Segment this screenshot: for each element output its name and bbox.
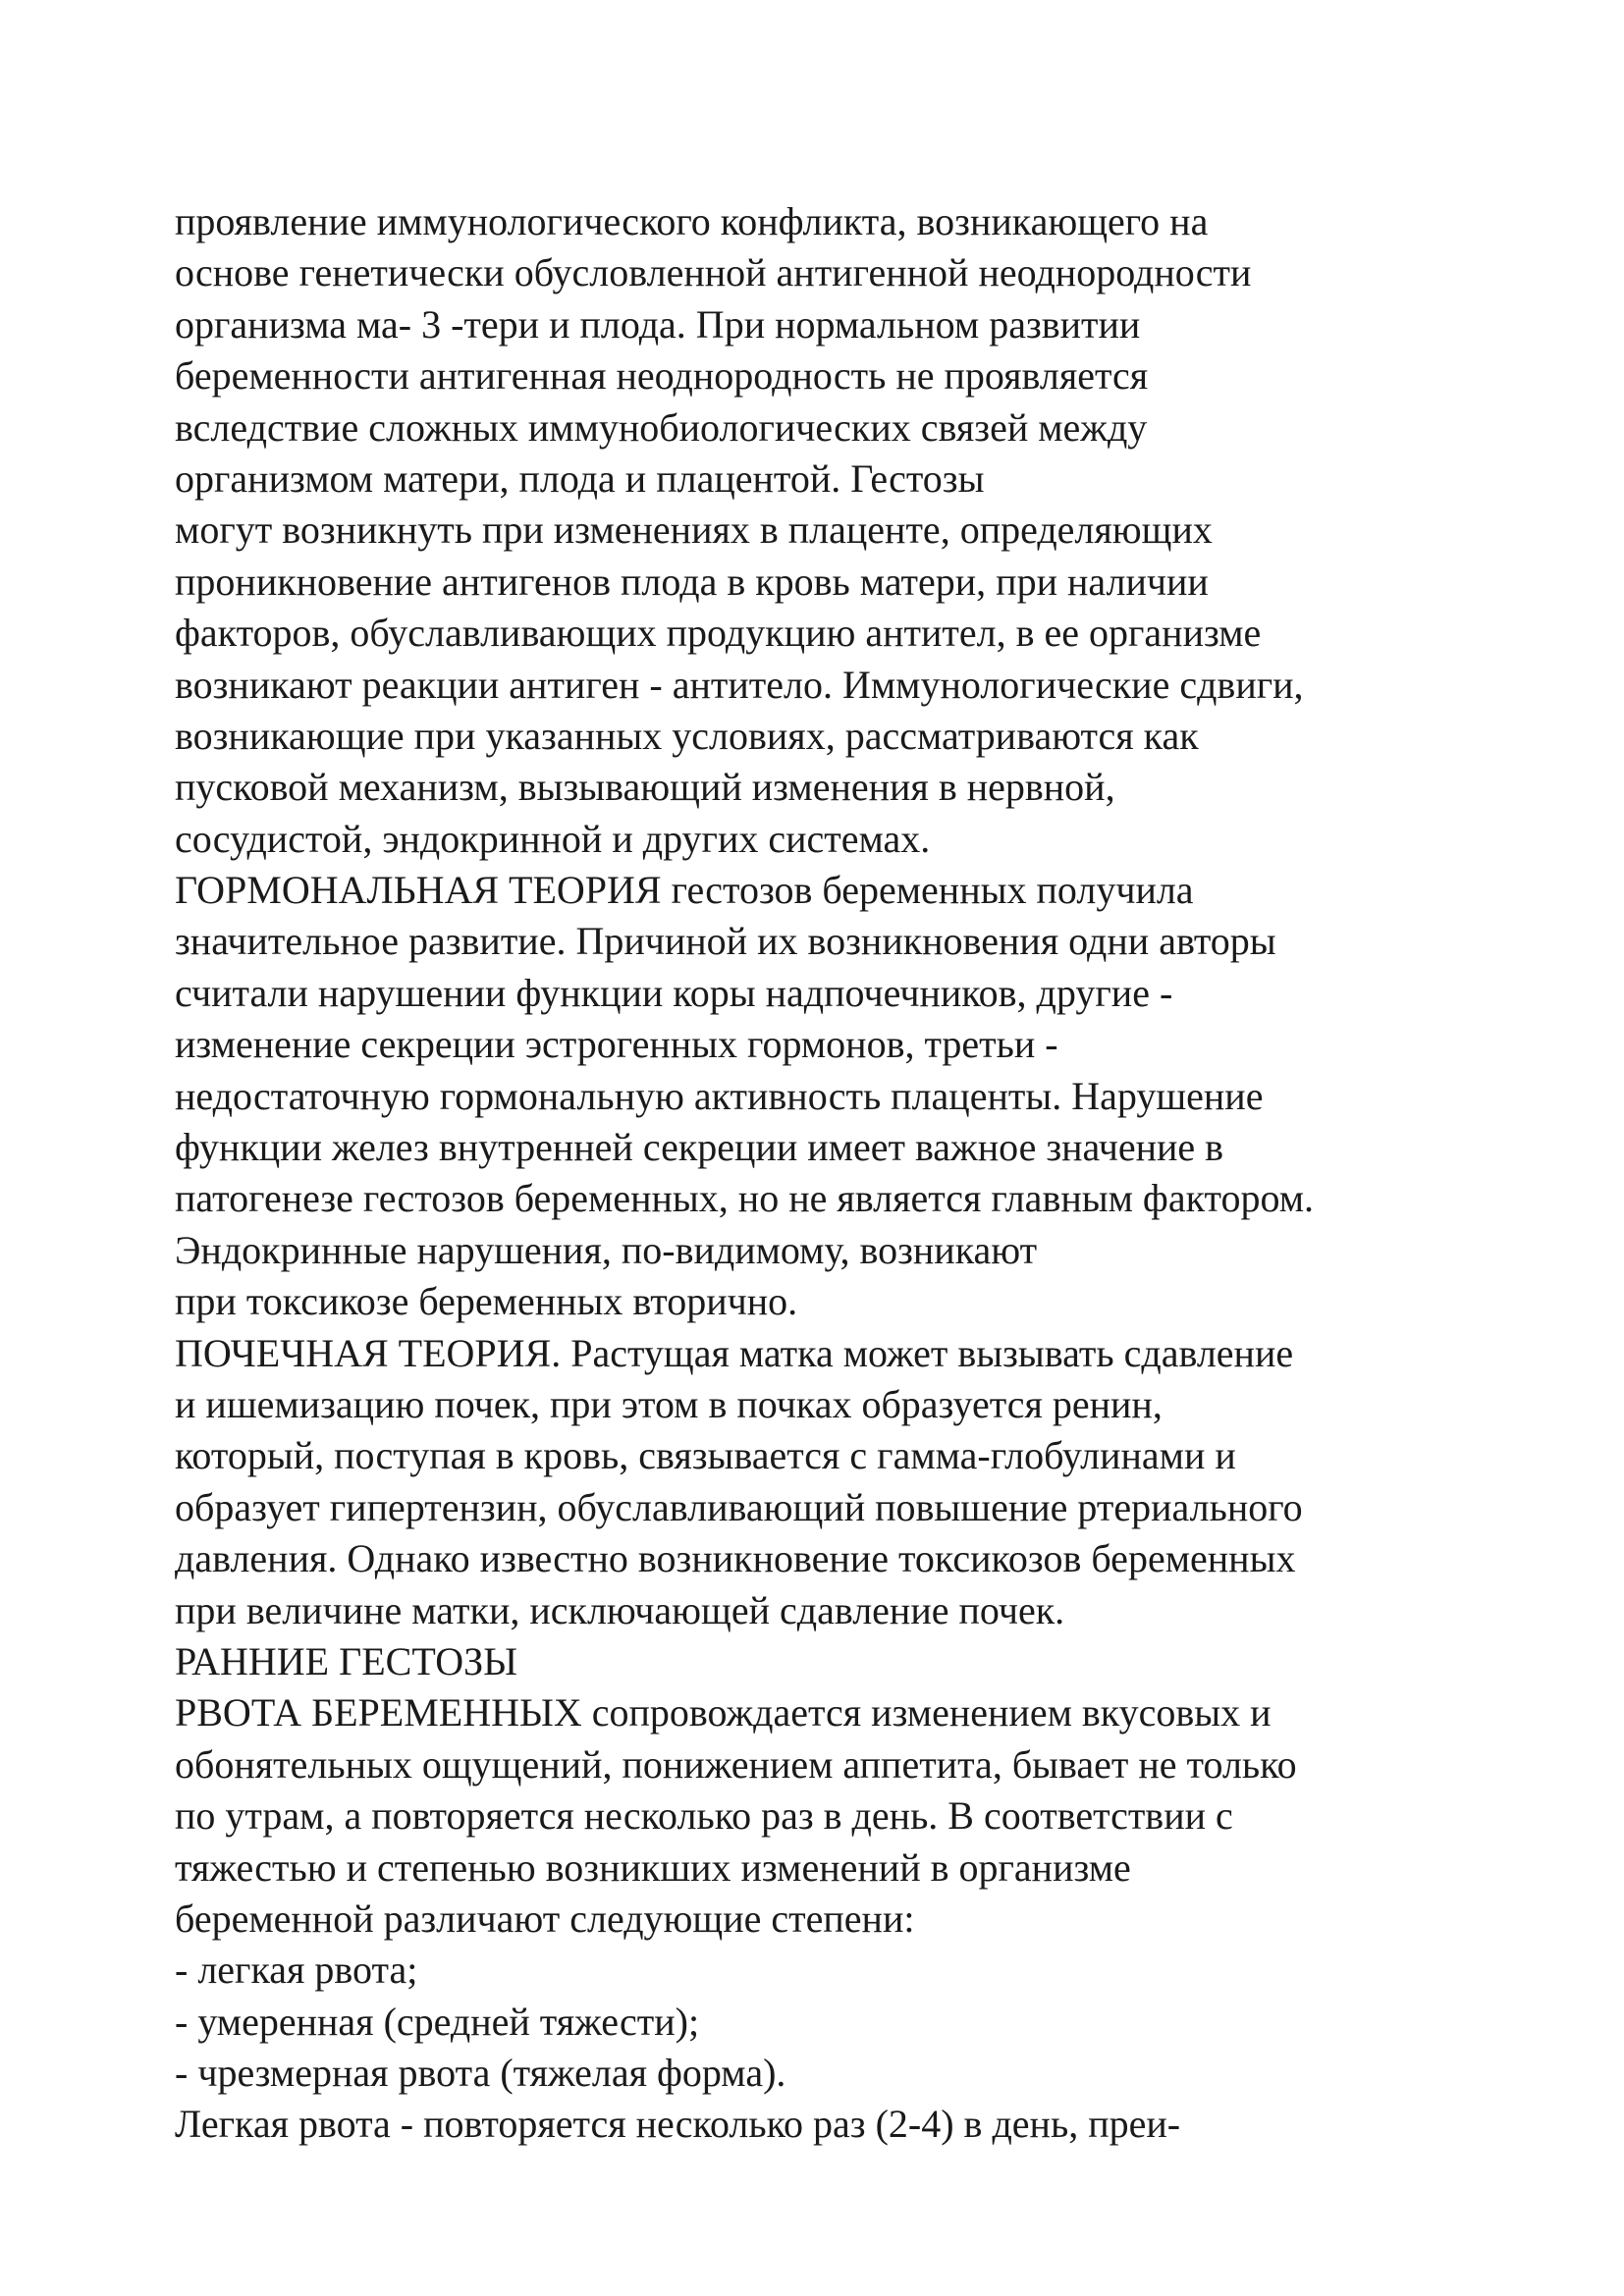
- list-item: - чрезмерная рвота (тяжелая форма).: [175, 2051, 786, 2096]
- text-line: могут возникнуть при изменениях в плаценте, определяющих: [175, 507, 1213, 553]
- text-line: при величине матки, исключающей сдавление почек.: [175, 1587, 1065, 1632]
- text-line: недостаточную гормональную активность плаценты. Нарушение: [175, 1073, 1264, 1118]
- text-line: беременности антигенная неоднородность не проявляется: [175, 353, 1149, 399]
- text-line: по утрам, а повторяется несколько раз в день. В соответствии с: [175, 1793, 1233, 1839]
- text-line: обонятельных ощущений, понижением аппетита, бывает не только: [175, 1741, 1297, 1787]
- text-line: функции желез внутренней секреции имеет важное значение в: [175, 1125, 1224, 1170]
- section-heading-line: РВОТА БЕРЕМЕННЫХ сопровождается изменением вкусовых и: [175, 1690, 1272, 1735]
- text-line: организма ма- 3 -тери и плода. При нормальном развитии: [175, 301, 1141, 347]
- text-line: патогенезе гестозов беременных, но не является главным фактором.: [175, 1176, 1314, 1221]
- text-line: при токсикозе беременных вторично.: [175, 1279, 798, 1324]
- text-line: давления. Однако известно возникновение токсикозов беременных: [175, 1536, 1296, 1581]
- body-text: [175, 196, 1549, 2151]
- text-line: и ишемизацию почек, при этом в почках образуется ренин,: [175, 1381, 1163, 1426]
- text-line: возникают реакции антиген - антитело. Иммунологические сдвиги,: [175, 662, 1304, 707]
- text-line: факторов, обуславливающих продукцию антител, в ее организме: [175, 611, 1262, 656]
- text-line: который, поступая в кровь, связывается с гамма-глобулинами и: [175, 1433, 1236, 1478]
- text-line: основе генетически обусловленной антигенной неоднородности: [175, 250, 1252, 295]
- text-line: значительное развитие. Причиной их возникновения одни авторы: [175, 919, 1276, 964]
- text-line: сосудистой, эндокринной и других системах.: [175, 816, 931, 861]
- text-line: Легкая рвота - повторяется несколько раз (2-4) в день, преи-: [175, 2102, 1181, 2147]
- section-heading: РАННИЕ ГЕСТОЗЫ: [175, 1638, 518, 1683]
- section-heading-line: ГОРМОНАЛЬНАЯ ТЕОРИЯ гестозов беременных получила: [175, 868, 1194, 913]
- text-line: возникающие при указанных условиях, рассматриваются как: [175, 713, 1199, 758]
- text-line: тяжестью и степенью возникших изменений в организме: [175, 1844, 1131, 1890]
- text-line: беременной различают следующие степени:: [175, 1896, 915, 1941]
- text-line: считали нарушении функции коры надпочечников, другие -: [175, 970, 1173, 1015]
- text-line: Эндокринные нарушения, по-видимому, возникают: [175, 1227, 1038, 1272]
- list-item: - легкая рвота;: [175, 1948, 418, 1993]
- list-item: - умеренная (средней тяжести);: [175, 1999, 700, 2044]
- section-heading-line: ПОЧЕЧНАЯ ТЕОРИЯ. Растущая матка может вызывать сдавление: [175, 1330, 1294, 1375]
- text-line: организмом матери, плода и плацентой. Гестозы: [175, 455, 985, 501]
- text-line: образует гипертензин, обуславливающий повышение ртериального: [175, 1484, 1303, 1529]
- text-line: проникновение антигенов плода в кровь матери, при наличии: [175, 559, 1209, 604]
- text-line: пусковой механизм, вызывающий изменения в нервной,: [175, 765, 1115, 810]
- text-line: вследствие сложных иммунобиологических связей между: [175, 404, 1148, 450]
- text-line: изменение секреции эстрогенных гормонов, третьи -: [175, 1022, 1058, 1067]
- text-line: проявление иммунологического конфликта, возникающего на: [175, 199, 1209, 243]
